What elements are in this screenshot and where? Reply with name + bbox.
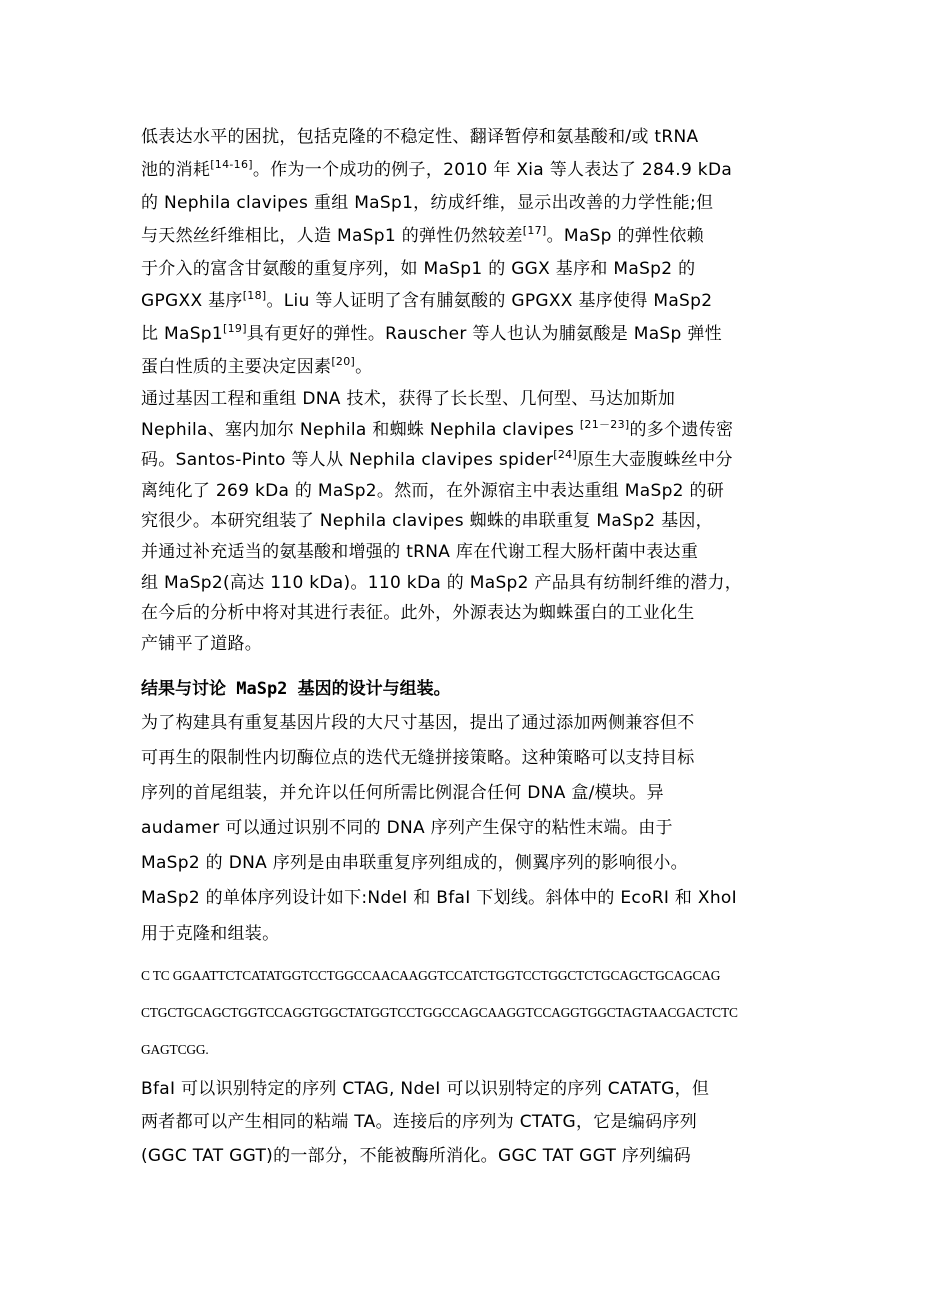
paragraph-line <box>141 1106 789 1139</box>
line-text: 于介入的富含甘氨酸的重复序列，如 MaSp1 的 GGX 基序和 MaSp2 的 <box>141 258 696 279</box>
paragraph-line <box>141 476 789 507</box>
line-text: MaSp2 的单体序列设计如下:NdeI 和 BfaI 下划线。斜体中的 EcoRI 和 XhoI <box>141 888 737 909</box>
citation: [24] <box>553 448 578 462</box>
line-text: 低表达水平的困扰，包括克隆的不稳定性、翻译暂停和氨基酸和/或 tRNA <box>141 127 699 147</box>
dna-sequence-line: CTGCTGCAGCTGGTCCAGGTGGCTATGGTCCTGGCCAGCAAGGTCCAGGTGGCTAGTAACGACTCTC <box>141 1005 738 1020</box>
paragraph-2 <box>141 384 789 659</box>
paragraph-line <box>141 253 789 286</box>
paragraph-line <box>141 568 789 599</box>
line-text: 与天然丝纤维相比，人造 MaSp1 的弹性仍然较差 <box>141 225 523 246</box>
line-text: 究很少。本研究组装了 Nephila clavipes 蜘蛛的串联重复 MaSp2 基因， <box>141 511 713 532</box>
line-text: 原生大壶腹蛛丝中分 <box>577 450 733 471</box>
paragraph-line <box>141 1073 789 1106</box>
paragraph-line <box>141 384 789 415</box>
line-text: Nephila、塞内加尔 Nephila 和蜘蛛 Nephila clavipes <box>141 419 580 440</box>
paragraph-line <box>141 811 789 846</box>
paragraph-line <box>141 917 789 952</box>
paragraph-1 <box>141 121 789 384</box>
citation: [20] <box>331 355 356 369</box>
line-text: (GGC TAT GGT)的一部分，不能被酶所消化。GGC TAT GGT 序列编码 <box>141 1145 692 1166</box>
paragraph-line <box>141 706 789 741</box>
line-text: 两者都可以产生相同的粘端 TA。连接后的序列为 CTATG，它是编码序列 <box>141 1112 698 1133</box>
paragraph-line <box>141 351 789 384</box>
paragraph-line <box>141 220 789 253</box>
line-text: 比 MaSp1 <box>141 324 223 345</box>
line-text: 离纯化了 269 kDa 的 MaSp2。然而，在外源宿主中表达重组 MaSp2 的研 <box>141 480 725 501</box>
paragraph-line <box>141 154 789 187</box>
paragraph-line <box>141 506 789 537</box>
line-text: BfaI 可以识别特定的序列 CTAG, NdeI 可以识别特定的序列 CATATG，但 <box>141 1079 710 1099</box>
dna-sequence-line: C TC GGAATTCTCATATGGTCCTGGCCAACAAGGTCCATCTGGTCCTGGCTCTGCAGCTGCAGCAG <box>141 968 721 983</box>
line-text: MaSp2 的 DNA 序列是由串联重复序列组成的，侧翼序列的影响很小。 <box>141 853 688 874</box>
line-text: 组 MaSp2(高达 110 kDa)。110 kDa 的 MaSp2 产品具有纺制纤维的潜力， <box>141 572 743 593</box>
line-text: 。Liu 等人证明了含有脯氨酸的 GPGXX 基序使得 MaSp2 <box>266 291 713 312</box>
paragraph-line <box>141 776 789 811</box>
paragraph-line <box>141 598 789 629</box>
paragraph-line <box>141 846 789 881</box>
citation: [19] <box>223 322 247 336</box>
paragraph-line <box>141 629 789 660</box>
paragraph-line <box>141 741 789 776</box>
paragraph-line <box>141 121 789 154</box>
citation: [18] <box>242 289 267 303</box>
line-text: 用于克隆和组装。 <box>141 923 280 944</box>
line-text: 码。Santos-Pinto 等人从 Nephila clavipes spider <box>141 450 554 471</box>
paragraph-3 <box>141 706 789 952</box>
dna-sequence-line: GAGTCGG. <box>141 1042 209 1057</box>
citation: [17] <box>522 223 547 237</box>
line-text: 可再生的限制性内切酶位点的迭代无缝拼接策略。这种策略可以支持目标 <box>141 748 695 769</box>
line-text: 蛋白性质的主要决定因素 <box>141 357 332 378</box>
section-heading: 结果与讨论 MaSp2 基因的设计与组装。 <box>141 679 451 699</box>
line-text: 的多个遗传密 <box>629 419 734 440</box>
paragraph-4 <box>141 1073 789 1173</box>
paragraph-line <box>141 1140 789 1173</box>
line-text: 为了构建具有重复基因片段的大尺寸基因，提出了通过添加两侧兼容但不 <box>141 713 695 733</box>
paragraph-line <box>141 881 789 916</box>
citation: [21－23] <box>579 417 630 431</box>
line-text: 池的消耗 <box>141 159 211 180</box>
line-text: 具有更好的弹性。Rauscher 等人也认为脯氨酸是 MaSp 弹性 <box>246 324 722 345</box>
line-text: 序列的首尾组装，并允许以任何所需比例混合任何 DNA 盒/模块。异 <box>141 783 664 804</box>
paragraph-line <box>141 285 789 318</box>
line-text: 的 Nephila clavipes 重组 MaSp1，纺成纤维，显示出改善的力学性能;但 <box>141 192 714 213</box>
line-text: audamer 可以通过识别不同的 DNA 序列产生保守的粘性末端。由于 <box>141 818 673 839</box>
paragraph-line <box>141 318 789 351</box>
line-text: GPGXX 基序 <box>141 291 243 312</box>
line-text: 通过基因工程和重组 DNA 技术，获得了长长型、几何型、马达加斯加 <box>141 389 676 409</box>
paragraph-line <box>141 445 789 476</box>
line-text: 。 <box>355 357 373 378</box>
line-text: 。MaSp 的弹性依赖 <box>546 225 704 246</box>
line-text: 。作为一个成功的例子，2010 年 Xia 等人表达了 284.9 kDa <box>252 159 733 180</box>
line-text: 并通过补充适当的氨基酸和增强的 tRNA 库在代谢工程大肠杆菌中表达重 <box>141 541 699 562</box>
citation: [14-16] <box>210 157 253 171</box>
paragraph-line <box>141 187 789 220</box>
line-text: 在今后的分析中将对其进行表征。此外，外源表达为蜘蛛蛋白的工业化生 <box>141 603 695 624</box>
line-text: 产铺平了道路。 <box>141 633 263 654</box>
paragraph-line <box>141 415 789 446</box>
paragraph-line <box>141 537 789 568</box>
